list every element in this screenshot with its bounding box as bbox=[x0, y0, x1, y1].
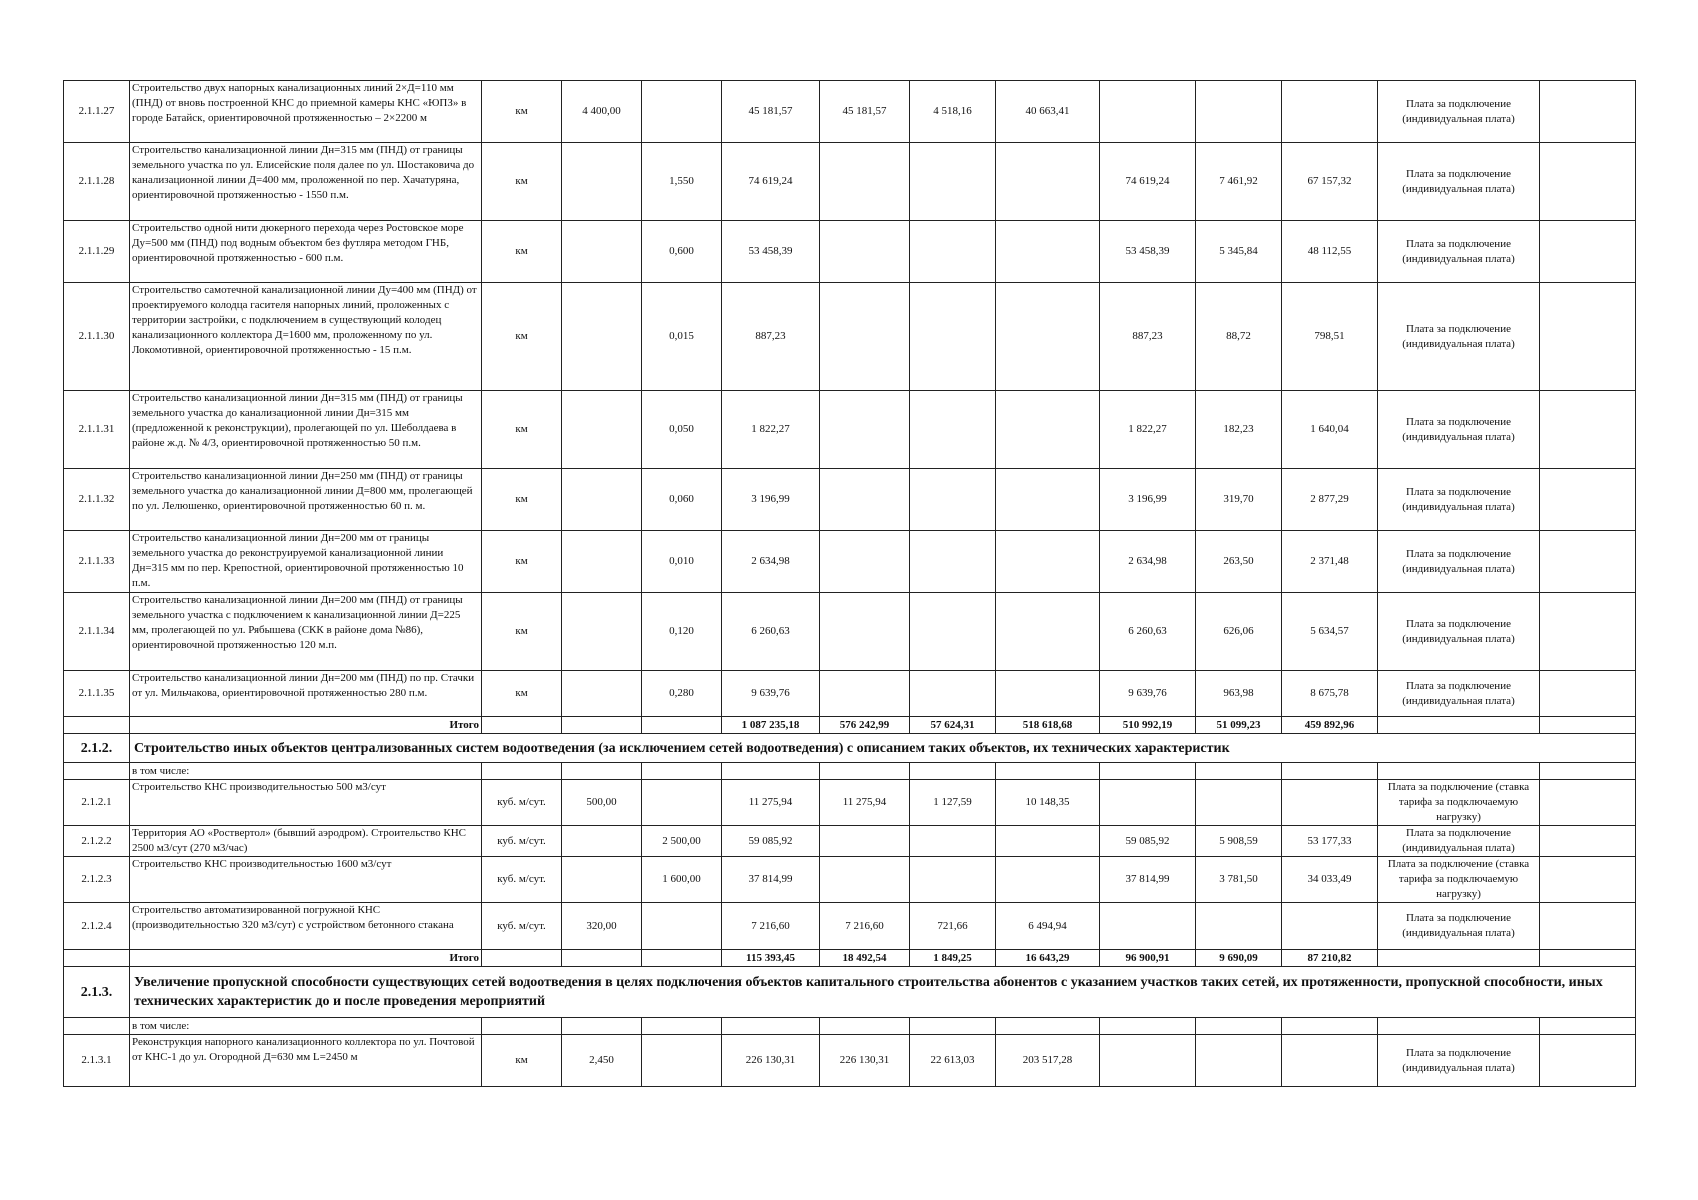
row-payment-source: Плата за подключение (индивидуальная плата) bbox=[1378, 81, 1540, 143]
table-row bbox=[64, 671, 1636, 717]
row-payment-source: Плата за подключение (индивидуальная плата) bbox=[1378, 903, 1540, 950]
including-row bbox=[64, 763, 1636, 780]
row-value-v5 bbox=[1100, 1035, 1196, 1087]
row-value-v4 bbox=[996, 826, 1100, 857]
including-empty-cell bbox=[482, 1018, 562, 1035]
row-empty-cell bbox=[1540, 469, 1636, 531]
row-value-v3: 721,66 bbox=[910, 903, 996, 950]
row-value-v4: 40 663,41 bbox=[996, 81, 1100, 143]
including-empty-cell bbox=[996, 763, 1100, 780]
row-number: 2.1.3.1 bbox=[64, 1035, 130, 1087]
total-row bbox=[64, 950, 1636, 967]
row-capacity-b: 0,050 bbox=[642, 391, 722, 469]
row-value-v1: 9 639,76 bbox=[722, 671, 820, 717]
row-value-v5 bbox=[1100, 903, 1196, 950]
row-value-v3 bbox=[910, 469, 996, 531]
row-value-v6: 182,23 bbox=[1196, 391, 1282, 469]
including-empty-cell bbox=[910, 1018, 996, 1035]
row-number: 2.1.2.2 bbox=[64, 826, 130, 857]
including-empty-cell bbox=[996, 1018, 1100, 1035]
row-capacity-a: 320,00 bbox=[562, 903, 642, 950]
total-value-v5: 96 900,91 bbox=[1100, 950, 1196, 967]
row-number: 2.1.2.4 bbox=[64, 903, 130, 950]
row-capacity-b: 0,120 bbox=[642, 593, 722, 671]
row-value-v6: 626,06 bbox=[1196, 593, 1282, 671]
row-value-v2 bbox=[820, 283, 910, 391]
row-capacity-a bbox=[562, 283, 642, 391]
table-row bbox=[64, 826, 1636, 857]
row-description: Строительство канализационной линии Дн=200 мм (ПНД) от границы земельного участка с подключением к канализационной линии Д=225 мм, пролегающей по ул. Рябышева (СКК в районе дома №86), ориентировочной протяженностью 120 м.п. bbox=[130, 593, 482, 671]
including-empty-cell bbox=[1378, 763, 1540, 780]
total-value-v7: 459 892,96 bbox=[1282, 717, 1378, 734]
row-description: Реконструкция напорного канализационного коллектора по ул. Почтовой от КНС-1 до ул. Огородной Д=630 мм L=2450 м bbox=[130, 1035, 482, 1087]
row-empty-cell bbox=[1540, 857, 1636, 903]
row-empty-cell bbox=[1540, 826, 1636, 857]
row-value-v7: 798,51 bbox=[1282, 283, 1378, 391]
row-empty-cell bbox=[1540, 143, 1636, 221]
row-value-v2 bbox=[820, 221, 910, 283]
including-empty-cell bbox=[642, 763, 722, 780]
row-value-v6: 963,98 bbox=[1196, 671, 1282, 717]
row-value-v7: 53 177,33 bbox=[1282, 826, 1378, 857]
row-value-v3 bbox=[910, 593, 996, 671]
row-unit: км bbox=[482, 1035, 562, 1087]
table-row bbox=[64, 1035, 1636, 1087]
table-row bbox=[64, 221, 1636, 283]
row-empty-cell bbox=[1540, 1035, 1636, 1087]
row-value-v3 bbox=[910, 531, 996, 593]
row-capacity-b: 0,060 bbox=[642, 469, 722, 531]
row-value-v3 bbox=[910, 143, 996, 221]
row-value-v7: 1 640,04 bbox=[1282, 391, 1378, 469]
total-empty-cell bbox=[64, 717, 130, 734]
including-label: в том числе: bbox=[130, 1018, 482, 1035]
row-number: 2.1.1.28 bbox=[64, 143, 130, 221]
row-value-v2 bbox=[820, 143, 910, 221]
row-value-v2 bbox=[820, 469, 910, 531]
row-value-v3 bbox=[910, 221, 996, 283]
total-row bbox=[64, 717, 1636, 734]
table-row bbox=[64, 283, 1636, 391]
row-unit: куб. м/сут. bbox=[482, 903, 562, 950]
section-number: 2.1.2. bbox=[64, 734, 130, 763]
row-value-v1: 226 130,31 bbox=[722, 1035, 820, 1087]
row-value-v1: 2 634,98 bbox=[722, 531, 820, 593]
row-value-v1: 37 814,99 bbox=[722, 857, 820, 903]
table-row bbox=[64, 469, 1636, 531]
row-value-v7 bbox=[1282, 1035, 1378, 1087]
row-value-v7: 48 112,55 bbox=[1282, 221, 1378, 283]
including-empty-cell bbox=[64, 1018, 130, 1035]
row-payment-source: Плата за подключение (индивидуальная плата) bbox=[1378, 826, 1540, 857]
row-value-v1: 11 275,94 bbox=[722, 780, 820, 826]
total-value-v1: 1 087 235,18 bbox=[722, 717, 820, 734]
row-number: 2.1.1.31 bbox=[64, 391, 130, 469]
row-value-v2 bbox=[820, 826, 910, 857]
row-empty-cell bbox=[1540, 391, 1636, 469]
row-number: 2.1.1.33 bbox=[64, 531, 130, 593]
section-number: 2.1.3. bbox=[64, 967, 130, 1018]
row-unit: куб. м/сут. bbox=[482, 826, 562, 857]
row-payment-source: Плата за подключение (индивидуальная плата) bbox=[1378, 143, 1540, 221]
row-value-v3: 1 127,59 bbox=[910, 780, 996, 826]
row-value-v3 bbox=[910, 391, 996, 469]
row-value-v2: 11 275,94 bbox=[820, 780, 910, 826]
row-capacity-b: 0,010 bbox=[642, 531, 722, 593]
row-value-v5: 3 196,99 bbox=[1100, 469, 1196, 531]
section-title: Строительство иных объектов централизованных систем водоотведения (за исключением сетей водоотведения) с описанием таких объектов, их технических характеристик bbox=[130, 734, 1636, 763]
row-capacity-b: 1,550 bbox=[642, 143, 722, 221]
including-empty-cell bbox=[1378, 1018, 1540, 1035]
row-value-v1: 1 822,27 bbox=[722, 391, 820, 469]
row-description: Строительство одной нити дюкерного перехода через Ростовское море Ду=500 мм (ПНД) под водным объектом без футляра методом ГНБ, ориентировочной протяженностью - 600 п.м. bbox=[130, 221, 482, 283]
row-description: Строительство канализационной линии Дн=315 мм (ПНД) от границы земельного участка по ул. Елисейские поля далее по ул. Шостаковича до канализационной линии Д=400 мм, проложенной по пер. Хачатуряна, ориентировочной протяженностью - 1550 п.м. bbox=[130, 143, 482, 221]
row-unit: км bbox=[482, 143, 562, 221]
row-capacity-b: 1 600,00 bbox=[642, 857, 722, 903]
row-description: Строительство автоматизированной погружной КНС (производительностью 320 м3/сут) с устройством бетонного стакана bbox=[130, 903, 482, 950]
row-value-v4 bbox=[996, 593, 1100, 671]
row-value-v4 bbox=[996, 671, 1100, 717]
row-empty-cell bbox=[1540, 671, 1636, 717]
row-empty-cell bbox=[1540, 283, 1636, 391]
row-value-v6 bbox=[1196, 81, 1282, 143]
total-empty-cell bbox=[562, 950, 642, 967]
row-capacity-b bbox=[642, 903, 722, 950]
row-unit: км bbox=[482, 593, 562, 671]
row-payment-source: Плата за подключение (индивидуальная плата) bbox=[1378, 391, 1540, 469]
row-value-v5: 6 260,63 bbox=[1100, 593, 1196, 671]
section-header-row bbox=[64, 734, 1636, 763]
total-empty-cell bbox=[1378, 717, 1540, 734]
row-value-v3 bbox=[910, 826, 996, 857]
row-capacity-b: 2 500,00 bbox=[642, 826, 722, 857]
row-value-v4 bbox=[996, 531, 1100, 593]
row-capacity-a: 500,00 bbox=[562, 780, 642, 826]
total-value-v1: 115 393,45 bbox=[722, 950, 820, 967]
row-value-v2 bbox=[820, 593, 910, 671]
row-capacity-a bbox=[562, 531, 642, 593]
row-value-v4 bbox=[996, 143, 1100, 221]
row-value-v1: 53 458,39 bbox=[722, 221, 820, 283]
row-capacity-b bbox=[642, 1035, 722, 1087]
total-label: Итого bbox=[130, 950, 482, 967]
row-value-v4: 10 148,35 bbox=[996, 780, 1100, 826]
row-value-v5: 53 458,39 bbox=[1100, 221, 1196, 283]
including-empty-cell bbox=[1540, 763, 1636, 780]
row-value-v6 bbox=[1196, 903, 1282, 950]
row-value-v6 bbox=[1196, 780, 1282, 826]
row-capacity-a bbox=[562, 826, 642, 857]
row-description: Строительство канализационной линии Дн=200 мм (ПНД) по пр. Стачки от ул. Мильчакова, ориентировочной протяженностью 280 п.м. bbox=[130, 671, 482, 717]
row-capacity-a bbox=[562, 671, 642, 717]
total-empty-cell bbox=[482, 717, 562, 734]
row-payment-source: Плата за подключение (ставка тарифа за подключаемую нагрузку) bbox=[1378, 780, 1540, 826]
row-value-v4: 203 517,28 bbox=[996, 1035, 1100, 1087]
row-unit: куб. м/сут. bbox=[482, 857, 562, 903]
row-payment-source: Плата за подключение (индивидуальная плата) bbox=[1378, 593, 1540, 671]
row-value-v1: 7 216,60 bbox=[722, 903, 820, 950]
total-empty-cell bbox=[1378, 950, 1540, 967]
row-value-v3: 22 613,03 bbox=[910, 1035, 996, 1087]
table-row bbox=[64, 531, 1636, 593]
row-empty-cell bbox=[1540, 903, 1636, 950]
including-row bbox=[64, 1018, 1636, 1035]
row-value-v7: 2 877,29 bbox=[1282, 469, 1378, 531]
including-empty-cell bbox=[1540, 1018, 1636, 1035]
row-value-v7: 2 371,48 bbox=[1282, 531, 1378, 593]
total-value-v5: 510 992,19 bbox=[1100, 717, 1196, 734]
row-value-v4 bbox=[996, 391, 1100, 469]
row-value-v5: 887,23 bbox=[1100, 283, 1196, 391]
row-value-v4 bbox=[996, 221, 1100, 283]
row-value-v1: 6 260,63 bbox=[722, 593, 820, 671]
row-capacity-b: 0,600 bbox=[642, 221, 722, 283]
including-empty-cell bbox=[820, 763, 910, 780]
row-number: 2.1.1.34 bbox=[64, 593, 130, 671]
row-value-v7 bbox=[1282, 903, 1378, 950]
row-empty-cell bbox=[1540, 780, 1636, 826]
total-value-v7: 87 210,82 bbox=[1282, 950, 1378, 967]
total-value-v4: 16 643,29 bbox=[996, 950, 1100, 967]
table-row bbox=[64, 391, 1636, 469]
row-value-v2 bbox=[820, 671, 910, 717]
row-empty-cell bbox=[1540, 221, 1636, 283]
row-value-v3 bbox=[910, 283, 996, 391]
total-empty-cell bbox=[562, 717, 642, 734]
total-value-v4: 518 618,68 bbox=[996, 717, 1100, 734]
row-value-v5: 9 639,76 bbox=[1100, 671, 1196, 717]
including-empty-cell bbox=[1282, 1018, 1378, 1035]
row-value-v4: 6 494,94 bbox=[996, 903, 1100, 950]
total-value-v6: 51 099,23 bbox=[1196, 717, 1282, 734]
row-value-v7: 34 033,49 bbox=[1282, 857, 1378, 903]
row-description: Территория АО «Роствертол» (бывший аэродром). Строительство КНС 2500 м3/сут (270 м3/час) bbox=[130, 826, 482, 857]
row-value-v1: 74 619,24 bbox=[722, 143, 820, 221]
row-payment-source: Плата за подключение (индивидуальная плата) bbox=[1378, 469, 1540, 531]
row-capacity-a: 2,450 bbox=[562, 1035, 642, 1087]
including-empty-cell bbox=[722, 763, 820, 780]
row-capacity-b: 0,015 bbox=[642, 283, 722, 391]
row-description: Строительство канализационной линии Дн=250 мм (ПНД) от границы земельного участка до канализационной линии Д=800 мм, пролегающей по ул. Лелюшенко, ориентировочной протяженностью 60 п. м. bbox=[130, 469, 482, 531]
row-capacity-b bbox=[642, 780, 722, 826]
row-number: 2.1.1.35 bbox=[64, 671, 130, 717]
total-empty-cell bbox=[1540, 950, 1636, 967]
row-unit: км bbox=[482, 671, 562, 717]
including-empty-cell bbox=[722, 1018, 820, 1035]
row-unit: куб. м/сут. bbox=[482, 780, 562, 826]
including-empty-cell bbox=[562, 763, 642, 780]
including-label: в том числе: bbox=[130, 763, 482, 780]
row-value-v3 bbox=[910, 671, 996, 717]
row-value-v1: 59 085,92 bbox=[722, 826, 820, 857]
row-value-v2: 45 181,57 bbox=[820, 81, 910, 143]
row-value-v1: 887,23 bbox=[722, 283, 820, 391]
investment-table bbox=[63, 80, 1636, 1087]
table-row bbox=[64, 593, 1636, 671]
row-number: 2.1.2.3 bbox=[64, 857, 130, 903]
including-empty-cell bbox=[1100, 763, 1196, 780]
row-value-v7: 67 157,32 bbox=[1282, 143, 1378, 221]
table-row bbox=[64, 857, 1636, 903]
including-empty-cell bbox=[1282, 763, 1378, 780]
row-description: Строительство канализационной линии Дн=315 мм (ПНД) от границы земельного участка до канализационной линии Дн=315 мм (предложенной к реконструкции), пролегающей по ул. Шеболдаева в районе ж.д. № 4/3, ориентировочной протяженностью 50 п.м. bbox=[130, 391, 482, 469]
table-row bbox=[64, 780, 1636, 826]
row-value-v4 bbox=[996, 857, 1100, 903]
total-label: Итого bbox=[130, 717, 482, 734]
total-value-v6: 9 690,09 bbox=[1196, 950, 1282, 967]
row-description: Строительство КНС производительностью 1600 м3/сут bbox=[130, 857, 482, 903]
total-value-v2: 18 492,54 bbox=[820, 950, 910, 967]
including-empty-cell bbox=[562, 1018, 642, 1035]
row-number: 2.1.1.32 bbox=[64, 469, 130, 531]
including-empty-cell bbox=[910, 763, 996, 780]
including-empty-cell bbox=[820, 1018, 910, 1035]
including-empty-cell bbox=[1196, 1018, 1282, 1035]
total-empty-cell bbox=[642, 950, 722, 967]
row-value-v2 bbox=[820, 391, 910, 469]
including-empty-cell bbox=[642, 1018, 722, 1035]
row-unit: км bbox=[482, 283, 562, 391]
row-value-v6: 5 345,84 bbox=[1196, 221, 1282, 283]
row-value-v6: 7 461,92 bbox=[1196, 143, 1282, 221]
total-empty-cell bbox=[482, 950, 562, 967]
row-payment-source: Плата за подключение (индивидуальная плата) bbox=[1378, 531, 1540, 593]
row-number: 2.1.2.1 bbox=[64, 780, 130, 826]
row-number: 2.1.1.27 bbox=[64, 81, 130, 143]
row-capacity-a bbox=[562, 593, 642, 671]
including-empty-cell bbox=[1100, 1018, 1196, 1035]
row-payment-source: Плата за подключение (индивидуальная плата) bbox=[1378, 671, 1540, 717]
row-value-v3 bbox=[910, 857, 996, 903]
row-value-v1: 3 196,99 bbox=[722, 469, 820, 531]
total-value-v2: 576 242,99 bbox=[820, 717, 910, 734]
row-empty-cell bbox=[1540, 593, 1636, 671]
row-capacity-b bbox=[642, 81, 722, 143]
including-empty-cell bbox=[1196, 763, 1282, 780]
row-value-v4 bbox=[996, 283, 1100, 391]
row-value-v3: 4 518,16 bbox=[910, 81, 996, 143]
row-capacity-a bbox=[562, 221, 642, 283]
row-unit: км bbox=[482, 391, 562, 469]
row-value-v5: 2 634,98 bbox=[1100, 531, 1196, 593]
row-unit: км bbox=[482, 469, 562, 531]
total-empty-cell bbox=[1540, 717, 1636, 734]
row-value-v5 bbox=[1100, 81, 1196, 143]
row-number: 2.1.1.29 bbox=[64, 221, 130, 283]
row-value-v6: 88,72 bbox=[1196, 283, 1282, 391]
row-empty-cell bbox=[1540, 81, 1636, 143]
document-page bbox=[63, 80, 1635, 1087]
row-value-v5: 1 822,27 bbox=[1100, 391, 1196, 469]
total-empty-cell bbox=[64, 950, 130, 967]
row-payment-source: Плата за подключение (индивидуальная плата) bbox=[1378, 1035, 1540, 1087]
row-value-v7 bbox=[1282, 780, 1378, 826]
row-description: Строительство канализационной линии Дн=200 мм от границы земельного участка до реконструируемой канализационной линии Дн=315 мм по пер. Крепостной, ориентировочной протяженностью 10 п.м. bbox=[130, 531, 482, 593]
row-value-v6: 3 781,50 bbox=[1196, 857, 1282, 903]
row-empty-cell bbox=[1540, 531, 1636, 593]
including-empty-cell bbox=[482, 763, 562, 780]
row-value-v5 bbox=[1100, 780, 1196, 826]
row-value-v4 bbox=[996, 469, 1100, 531]
row-value-v2 bbox=[820, 857, 910, 903]
row-value-v5: 59 085,92 bbox=[1100, 826, 1196, 857]
row-value-v6: 5 908,59 bbox=[1196, 826, 1282, 857]
total-empty-cell bbox=[642, 717, 722, 734]
including-empty-cell bbox=[64, 763, 130, 780]
row-value-v6 bbox=[1196, 1035, 1282, 1087]
row-description: Строительство самотечной канализационной линии Ду=400 мм (ПНД) от проектируемого колодца гасителя напорных линий, проложенных с территории застройки, с подключением в существующий колодец канализационного коллектора Д=1600 мм, проложенному по ул. Локомотивной, ориентировочной протяженностью - 15 п.м. bbox=[130, 283, 482, 391]
row-value-v2: 226 130,31 bbox=[820, 1035, 910, 1087]
row-value-v2: 7 216,60 bbox=[820, 903, 910, 950]
section-header-row bbox=[64, 967, 1636, 1018]
row-value-v7 bbox=[1282, 81, 1378, 143]
row-number: 2.1.1.30 bbox=[64, 283, 130, 391]
row-description: Строительство КНС производительностью 500 м3/сут bbox=[130, 780, 482, 826]
row-capacity-a bbox=[562, 469, 642, 531]
row-value-v5: 74 619,24 bbox=[1100, 143, 1196, 221]
row-payment-source: Плата за подключение (индивидуальная плата) bbox=[1378, 283, 1540, 391]
table-row bbox=[64, 903, 1636, 950]
section-title: Увеличение пропускной способности существующих сетей водоотведения в целях подключения объектов капитального строительства абонентов с указанием участков таких сетей, их протяженности, пропускной способности, иных технических характеристик до и после проведения мероприятий bbox=[130, 967, 1636, 1018]
row-value-v7: 8 675,78 bbox=[1282, 671, 1378, 717]
row-value-v7: 5 634,57 bbox=[1282, 593, 1378, 671]
row-capacity-a bbox=[562, 857, 642, 903]
table-row bbox=[64, 81, 1636, 143]
total-value-v3: 1 849,25 bbox=[910, 950, 996, 967]
row-payment-source: Плата за подключение (индивидуальная плата) bbox=[1378, 221, 1540, 283]
row-payment-source: Плата за подключение (ставка тарифа за подключаемую нагрузку) bbox=[1378, 857, 1540, 903]
row-value-v5: 37 814,99 bbox=[1100, 857, 1196, 903]
row-value-v6: 263,50 bbox=[1196, 531, 1282, 593]
row-capacity-a: 4 400,00 bbox=[562, 81, 642, 143]
row-value-v2 bbox=[820, 531, 910, 593]
row-capacity-b: 0,280 bbox=[642, 671, 722, 717]
table-row bbox=[64, 143, 1636, 221]
row-capacity-a bbox=[562, 391, 642, 469]
row-unit: км bbox=[482, 81, 562, 143]
row-unit: км bbox=[482, 531, 562, 593]
row-description: Строительство двух напорных канализационных линий 2×Д=110 мм (ПНД) от вновь построенной КНС до приемной камеры КНС «ЮПЗ» в городе Батайск, ориентировочной протяженностью – 2×2200 м bbox=[130, 81, 482, 143]
row-value-v1: 45 181,57 bbox=[722, 81, 820, 143]
row-capacity-a bbox=[562, 143, 642, 221]
total-value-v3: 57 624,31 bbox=[910, 717, 996, 734]
row-value-v6: 319,70 bbox=[1196, 469, 1282, 531]
row-unit: км bbox=[482, 221, 562, 283]
